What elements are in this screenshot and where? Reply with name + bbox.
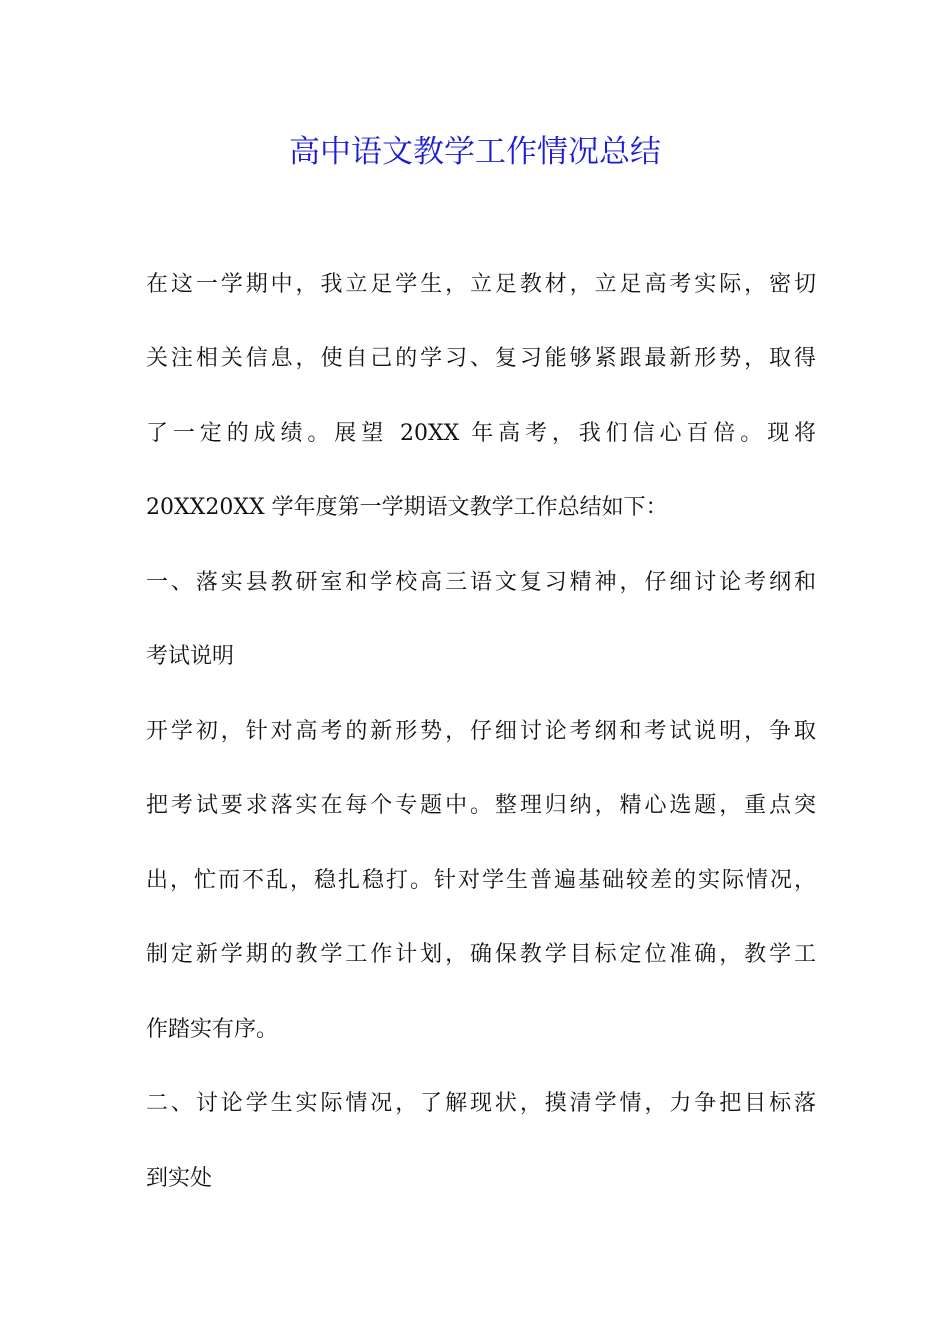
paragraph-line: 作踏实有序。 xyxy=(146,1017,279,1042)
section-heading-line: 一、落实县教研室和学校高三语文复习精神，仔细讨论考纲和 xyxy=(146,570,816,595)
paragraph-line: 制定新学期的教学工作计划，确保教学目标定位准确，教学工 xyxy=(146,942,816,967)
paragraph-line: 在这一学期中，我立足学生，立足教材，立足高考实际，密切 xyxy=(146,272,816,297)
paragraph-line: 出，忙而不乱，稳扎稳打。针对学生普遍基础较差的实际情况， xyxy=(146,868,816,893)
paragraph-line: 了一定的成绩。展望 20XX 年高考，我们信心百倍。现将 xyxy=(146,421,816,446)
paragraph-line: 把考试要求落实在每个专题中。整理归纳，精心选题，重点突 xyxy=(146,793,816,818)
paragraph-line: 20XX20XX 学年度第一学期语文教学工作总结如下： xyxy=(146,495,668,520)
section-heading-line: 二、讨论学生实际情况，了解现状，摸清学情，力争把目标落 xyxy=(146,1091,816,1116)
document-title: 高中语文教学工作情况总结 xyxy=(289,134,661,170)
section-heading-line: 到实处 xyxy=(146,1166,213,1191)
paragraph-line: 关注相关信息，使自己的学习、复习能够紧跟最新形势，取得 xyxy=(146,346,816,371)
section-heading-line: 考试说明 xyxy=(146,644,235,669)
paragraph-line: 开学初，针对高考的新形势，仔细讨论考纲和考试说明，争取 xyxy=(146,719,816,744)
